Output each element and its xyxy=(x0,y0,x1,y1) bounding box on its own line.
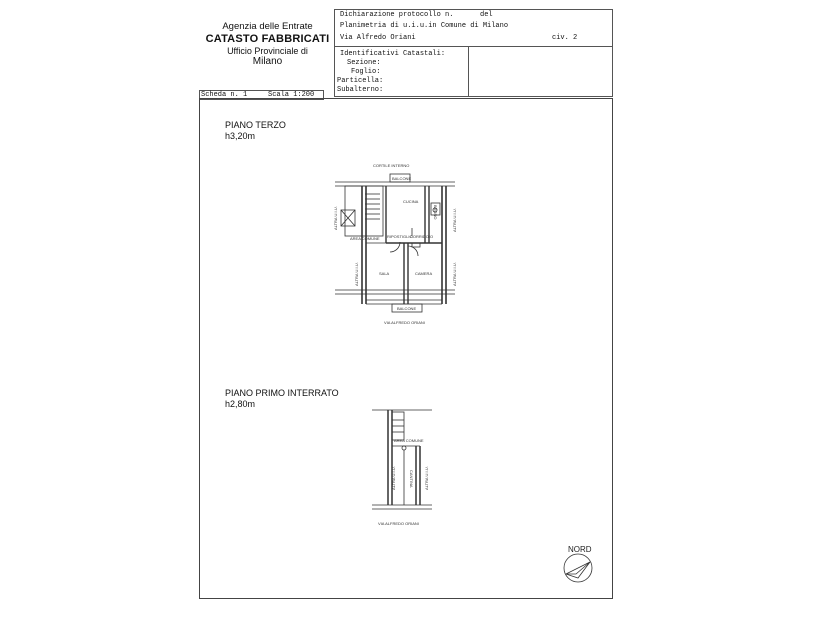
north-arrow xyxy=(564,554,592,582)
scala-label: Scala 1:200 xyxy=(268,91,315,99)
scheda-label: Scheda n. 1 xyxy=(201,91,248,99)
altra-uiu-right-2: ALTRA U.I.U. xyxy=(452,262,457,286)
altra-uiu-right-1: ALTRA U.I.U. xyxy=(452,208,457,232)
identifiers-title: Identificativi Catastali: xyxy=(340,50,446,58)
altra-uiu-left-2: ALTRA U.I.U. xyxy=(354,262,359,286)
floor2-height: h2,80m xyxy=(225,398,256,409)
altra-uiu-left-1: ALTRA U.I.U. xyxy=(333,206,338,230)
agency-name: Agenzia delle Entrate xyxy=(222,21,313,32)
sala-label: SALA xyxy=(379,271,390,276)
camera-label: CAMERA xyxy=(415,271,433,276)
foglio-label: Foglio: xyxy=(351,68,381,76)
altra-uiu-b2: ALTRA U.I.U. xyxy=(424,466,429,490)
city-name: Milano xyxy=(252,55,283,67)
area-comune-2-label: AREA COMUNE xyxy=(394,438,424,443)
balcone-bottom-label: BALCONE xyxy=(397,306,417,311)
cucina-label: CUCINA xyxy=(403,199,419,204)
particella-label: Particella: xyxy=(337,77,384,85)
del-label: del xyxy=(480,11,493,19)
floor1-labels xyxy=(333,163,457,325)
sezione-label: Sezione: xyxy=(347,59,381,67)
ufficio-label: Ufficio Provinciale di xyxy=(227,45,308,56)
address-label: Via Alfredo Oriani xyxy=(340,34,416,42)
floor2-street-label: VIA ALFREDO ORIANI xyxy=(378,521,419,526)
floor2-labels xyxy=(378,438,429,526)
cantina-label: CANTINA xyxy=(409,470,414,488)
floor1-street-label: VIA ALFREDO ORIANI xyxy=(384,320,425,325)
floor1-title: PIANO TERZO xyxy=(225,120,286,130)
cortile-label: CORTILE INTERNO xyxy=(373,163,410,168)
planimetria-label: Planimetria di u.i.u.in Comune di Milano xyxy=(340,22,509,30)
area-comune-label: AREA COMUNE xyxy=(350,236,380,241)
protocol-label: Dichiarazione protocollo n. xyxy=(340,11,454,19)
floor2-title: PIANO PRIMO INTERRATO xyxy=(225,388,339,398)
north-label: NORD xyxy=(568,545,592,554)
ripostiglio-label: RIPOSTIGLIO xyxy=(387,234,413,239)
corridoio-label: CORRIDOIO xyxy=(410,234,434,239)
bagno-label: BAGNO xyxy=(433,205,438,220)
altra-uiu-b1: ALTRA U.I.U. xyxy=(391,466,396,490)
floor1-plan xyxy=(335,174,455,312)
subalterno-label: Subalterno: xyxy=(337,86,384,94)
floor2-plan xyxy=(372,410,432,509)
civic-label: civ. 2 xyxy=(552,34,578,42)
floor1-height: h3,20m xyxy=(225,130,256,141)
catasto-title: CATASTO FABBRICATI xyxy=(205,32,330,45)
balcone-top-label: BALCONE xyxy=(392,176,412,181)
